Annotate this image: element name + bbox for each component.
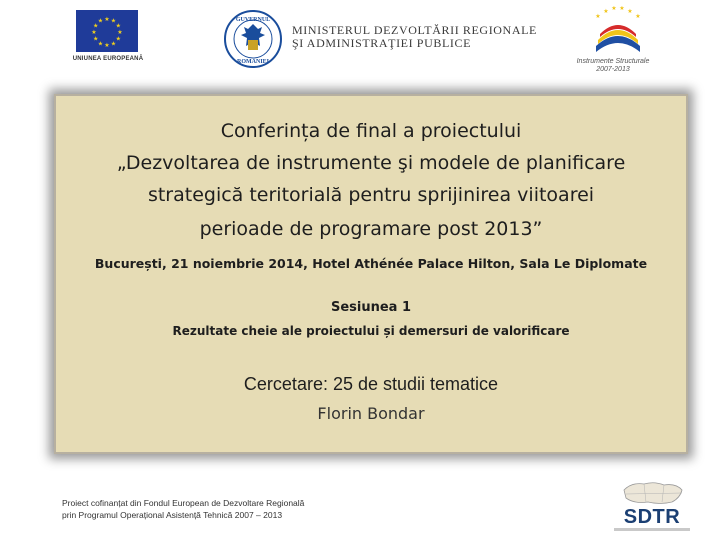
government-seal-icon bbox=[224, 10, 282, 68]
svg-text:★: ★ bbox=[97, 17, 104, 25]
title-panel bbox=[56, 96, 686, 452]
ministry-line-1: MINISTERUL DEZVOLTĂRII REGIONALE bbox=[292, 23, 537, 37]
svg-text:★: ★ bbox=[104, 16, 110, 23]
ministry-line-2: ŞI ADMINISTRAŢIEI PUBLICE bbox=[292, 36, 471, 50]
venue-info: București, 21 noiembrie 2014, Hotel Athénée Palace Hilton, Sala Le Diplomate bbox=[94, 256, 648, 271]
funding-note-line-2: prin Programul Operațional Asistență Tehnică 2007 – 2013 bbox=[62, 510, 283, 520]
conference-title-line-3: strategică teritorială pentru sprijinirea viitoarei bbox=[147, 184, 595, 206]
research-title: Cercetare: 25 de studii tematice bbox=[243, 374, 499, 394]
it-caption-line-2: 2007-2013 bbox=[596, 66, 630, 73]
eu-stars-icon bbox=[76, 10, 138, 52]
eu-caption: UNIUNEA EUROPEANĂ bbox=[72, 56, 144, 62]
svg-text:★: ★ bbox=[91, 29, 97, 36]
session-subtitle: Rezultate cheie ale proiectului și demersuri de valorificare bbox=[172, 324, 570, 338]
conference-title-line-4: perioade de programare post 2013” bbox=[199, 218, 543, 240]
seal-text-top: GUVERNUL bbox=[235, 17, 271, 23]
svg-text:★: ★ bbox=[110, 17, 117, 25]
structural-instruments-logo-icon bbox=[588, 6, 648, 58]
speaker-name: Florin Bondar bbox=[317, 404, 425, 423]
svg-text:★: ★ bbox=[635, 13, 641, 20]
svg-text:★: ★ bbox=[104, 42, 110, 49]
svg-text:★: ★ bbox=[117, 29, 123, 36]
ministry-name bbox=[292, 24, 537, 50]
sdtr-tagline-bar bbox=[614, 528, 690, 531]
svg-text:★: ★ bbox=[93, 35, 99, 43]
structural-instruments-caption bbox=[570, 58, 656, 74]
svg-text:★: ★ bbox=[110, 40, 117, 48]
session-label: Sesiunea 1 bbox=[330, 300, 412, 315]
svg-text:★: ★ bbox=[611, 6, 617, 12]
it-caption-line-1: Instrumente Structurale bbox=[576, 58, 650, 65]
svg-text:★: ★ bbox=[595, 13, 601, 20]
seal-text-bottom: ROMÂNIEI bbox=[236, 59, 270, 65]
romania-map-icon bbox=[618, 480, 688, 506]
svg-text:★: ★ bbox=[627, 8, 633, 15]
sdtr-logo bbox=[612, 480, 692, 536]
conference-title-line-1: Conferința de final a proiectului bbox=[220, 120, 522, 142]
svg-text:★: ★ bbox=[603, 8, 609, 15]
svg-text:★: ★ bbox=[93, 22, 99, 30]
eu-logo bbox=[76, 10, 138, 52]
conference-title-line-2: „Dezvoltarea de instrumente şi modele de planificare bbox=[116, 152, 626, 174]
funding-note bbox=[62, 497, 304, 521]
svg-text:★: ★ bbox=[115, 22, 121, 30]
svg-text:★: ★ bbox=[97, 40, 104, 48]
svg-text:★: ★ bbox=[115, 35, 121, 43]
svg-text:★: ★ bbox=[619, 6, 625, 12]
sdtr-label: SDTR bbox=[623, 506, 681, 528]
funding-note-line-1: Proiect cofinanțat din Fondul European de Dezvoltare Regională bbox=[62, 498, 305, 508]
